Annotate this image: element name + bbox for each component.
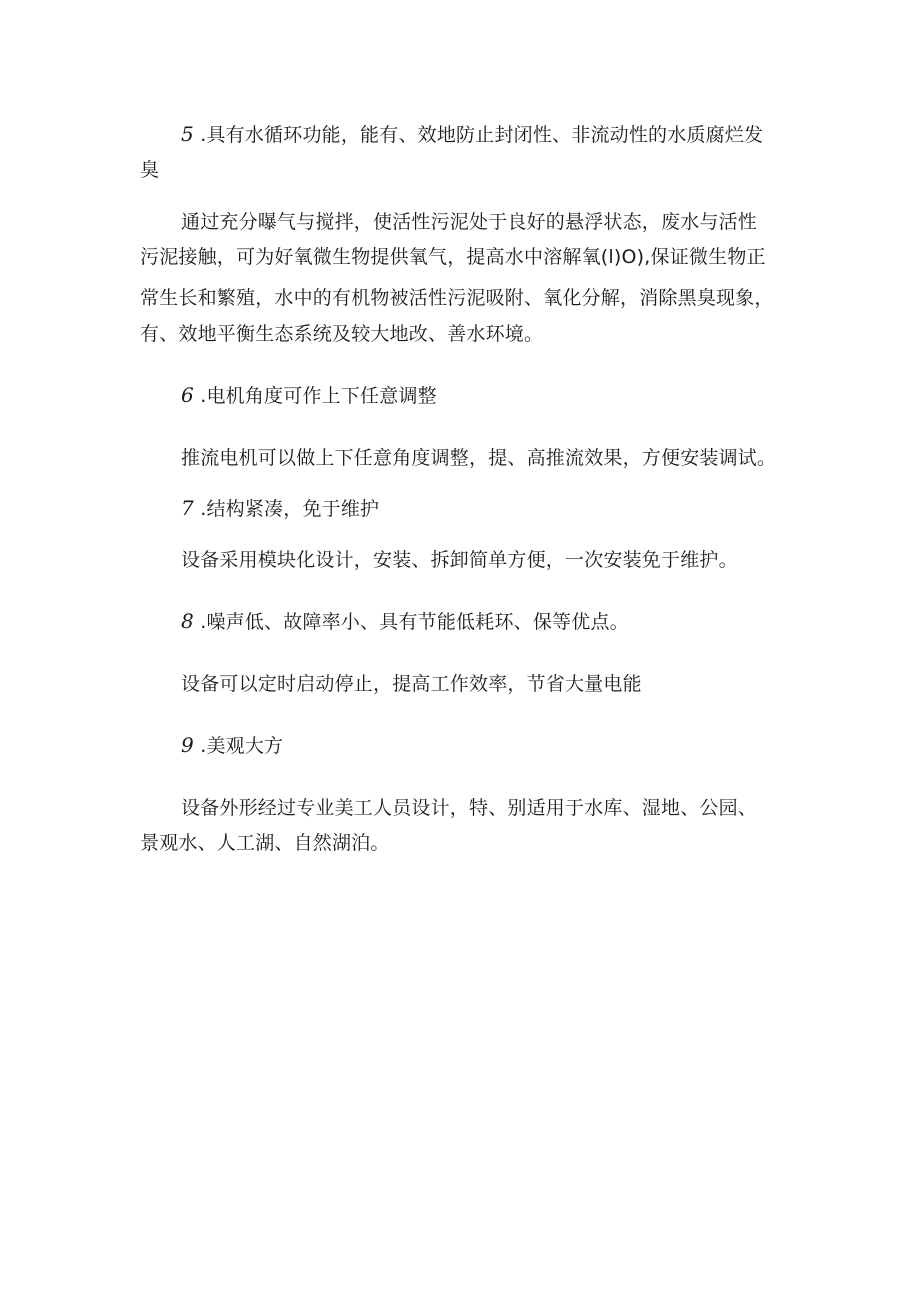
section-number: 8 [181, 609, 194, 633]
section-9-heading [181, 733, 283, 758]
section-number: 6 [181, 383, 194, 407]
section-5-body-line: 有、效地平衡生态系统及较大地改、善水环境。 [140, 323, 544, 345]
section-separator: . [200, 735, 207, 757]
section-heading-text: 美观大方 [206, 735, 284, 757]
section-5-body-line: 污泥接触，可为好氧微生物提供氧气，提高水中溶解氧(l)O),保证微生物正 [140, 246, 766, 268]
section-number: 9 [181, 733, 194, 757]
section-5-heading [181, 122, 763, 147]
section-9-body-line: 设备外形经过专业美工人员设计，特、别适用于水库、湿地、公园、 [181, 797, 758, 819]
section-6-heading [181, 383, 437, 408]
section-5-body-line: 常生长和繁殖，水中的有机物被活性污泥吸附、氧化分解，消除黑臭现象， [140, 287, 774, 309]
section-8-body-line: 设备可以定时启动停止，提高工作效率，节省大量电能 [181, 673, 642, 695]
section-5-heading-continuation: 臭 [140, 159, 160, 181]
section-6-body-line: 推流电机可以做上下任意角度调整，提、高推流效果，方便安装调试。 [181, 447, 777, 469]
section-7-body-line: 设备采用模块化设计，安装、拆卸简单方便，一次安装免于维护。 [181, 549, 738, 571]
section-heading-text: 结构紧凑，免于维护 [206, 498, 380, 520]
section-separator: . [200, 385, 207, 407]
section-heading-text: 噪声低、故障率小、具有节能低耗环、保等优点。 [206, 611, 629, 633]
section-heading-text: 具有水循环功能，能有、效地防止封闭性、非流动性的水质腐烂发 [206, 124, 764, 146]
section-9-body-line: 景观水、人工湖、自然湖泊。 [140, 832, 390, 854]
section-number: 7 [181, 496, 194, 520]
section-separator: . [200, 124, 207, 146]
section-5-body-line: 通过充分曝气与搅拌，使活性污泥处于良好的悬浮状态，废水与活性 [181, 211, 758, 233]
section-number: 5 [181, 122, 194, 146]
section-7-heading [181, 496, 379, 521]
section-8-heading [181, 609, 629, 634]
section-separator: . [200, 498, 207, 520]
section-heading-text: 电机角度可作上下任意调整 [206, 385, 437, 407]
section-separator: . [200, 611, 207, 633]
